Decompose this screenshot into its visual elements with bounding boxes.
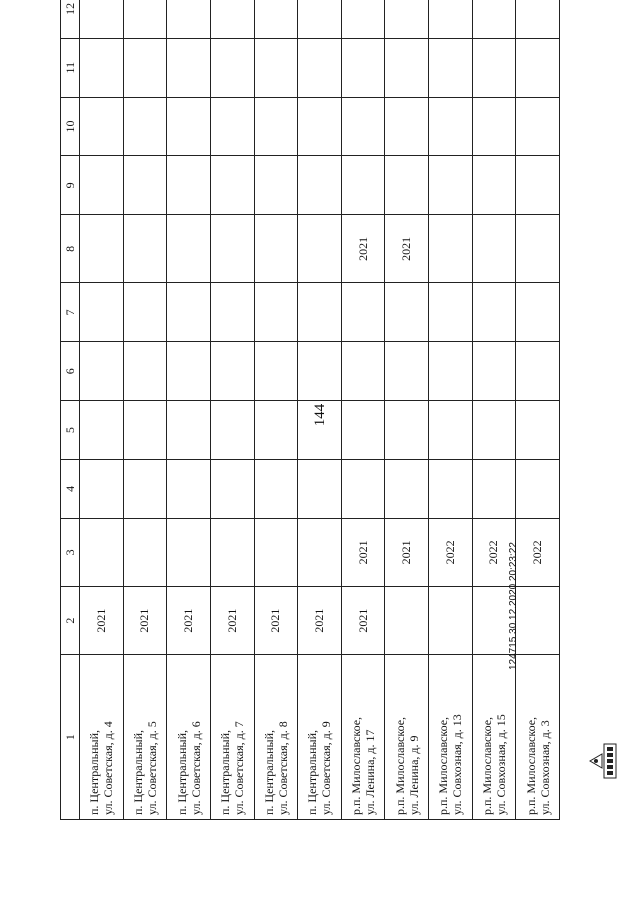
table-row (429, 0, 473, 820)
table-body (80, 0, 560, 820)
value-cell (210, 156, 254, 215)
table-row (298, 0, 342, 820)
value-cell (341, 459, 385, 518)
value-cell (167, 38, 211, 97)
address-line: ул. Ленина, д. 9 (406, 735, 421, 815)
address-cell (210, 655, 254, 820)
value-cell (472, 38, 516, 97)
value-cell (123, 215, 167, 283)
value-cell (472, 0, 516, 38)
value-cell (167, 401, 211, 460)
value-cell (254, 38, 298, 97)
value-cell (516, 97, 560, 156)
value-cell (123, 401, 167, 460)
value-cell (210, 283, 254, 342)
value-cell (210, 518, 254, 586)
table-row (516, 0, 560, 820)
value-cell: 2021 (298, 587, 342, 655)
value-cell (385, 156, 429, 215)
address-line: ул. Совхозная, д. 13 (450, 714, 465, 815)
value-cell (167, 97, 211, 156)
value-cell (167, 342, 211, 401)
value-cell (341, 156, 385, 215)
column-header: 1 (61, 655, 80, 820)
value-cell (167, 0, 211, 38)
address-line: ул. Советская, д. 4 (101, 721, 116, 815)
value-cell (298, 38, 342, 97)
table-row (385, 0, 429, 820)
address-line: ул. Советская, д. 9 (319, 721, 334, 815)
column-header: 4 (61, 459, 80, 518)
address-line: ул. Советская, д. 7 (232, 721, 247, 815)
column-header: 6 (61, 342, 80, 401)
table-row (254, 0, 298, 820)
table-row (210, 0, 254, 820)
value-cell (254, 0, 298, 38)
value-cell (385, 38, 429, 97)
value-cell (80, 342, 124, 401)
value-cell (341, 401, 385, 460)
column-header: 7 (61, 283, 80, 342)
address-cell (123, 655, 167, 820)
value-cell: 2021 (123, 587, 167, 655)
value-cell (167, 518, 211, 586)
address-cell (254, 655, 298, 820)
value-cell (429, 283, 473, 342)
value-cell (210, 0, 254, 38)
value-cell (254, 97, 298, 156)
value-cell (429, 0, 473, 38)
address-cell (385, 655, 429, 820)
value-cell (385, 0, 429, 38)
value-cell (385, 97, 429, 156)
value-cell (516, 459, 560, 518)
value-cell (516, 342, 560, 401)
value-cell (167, 156, 211, 215)
address-cell (80, 655, 124, 820)
value-cell (167, 215, 211, 283)
value-cell: 2021 (167, 587, 211, 655)
value-cell (429, 215, 473, 283)
value-cell (123, 0, 167, 38)
value-cell: 2021 (341, 587, 385, 655)
value-cell (254, 401, 298, 460)
register-table-wrapper (60, 0, 560, 820)
value-cell (210, 97, 254, 156)
table-row (472, 0, 516, 820)
register-table (60, 0, 560, 820)
header-row (61, 0, 80, 820)
value-cell: 2021 (254, 587, 298, 655)
value-cell (385, 342, 429, 401)
value-cell (80, 38, 124, 97)
value-cell (472, 97, 516, 156)
column-header: 3 (61, 518, 80, 586)
value-cell (385, 401, 429, 460)
value-cell (123, 342, 167, 401)
value-cell (123, 283, 167, 342)
address-line: р.п. Милославское, (436, 716, 451, 815)
column-header: 12 (61, 0, 80, 38)
value-cell (80, 0, 124, 38)
value-cell (472, 156, 516, 215)
value-cell (123, 459, 167, 518)
value-cell (429, 342, 473, 401)
value-cell (298, 156, 342, 215)
value-cell (123, 38, 167, 97)
value-cell: 2021 (385, 518, 429, 586)
value-cell (254, 215, 298, 283)
value-cell (516, 0, 560, 38)
address-line: р.п. Милославское, (523, 716, 538, 815)
table-row (341, 0, 385, 820)
address-line: р.п. Милославское, (479, 716, 494, 815)
value-cell (167, 283, 211, 342)
value-cell (472, 215, 516, 283)
value-cell (385, 283, 429, 342)
value-cell (254, 459, 298, 518)
value-cell (341, 342, 385, 401)
value-cell (80, 156, 124, 215)
address-cell (429, 655, 473, 820)
value-cell (210, 342, 254, 401)
value-cell (472, 283, 516, 342)
value-cell: 2021 (341, 518, 385, 586)
value-cell (298, 0, 342, 38)
value-cell (429, 459, 473, 518)
value-cell (298, 518, 342, 586)
address-line: ул. Ленина, д. 17 (363, 729, 378, 815)
value-cell (123, 156, 167, 215)
column-header: 10 (61, 97, 80, 156)
address-line: ул. Совхозная, д. 15 (493, 714, 508, 815)
address-line: п. Центральный, (174, 729, 189, 815)
value-cell (429, 97, 473, 156)
address-line: ул. Советская, д. 5 (144, 721, 159, 815)
value-cell (341, 97, 385, 156)
table-row (167, 0, 211, 820)
value-cell: 2021 (341, 215, 385, 283)
value-cell: 2022 (472, 518, 516, 586)
value-cell: 2022 (516, 518, 560, 586)
value-cell (472, 459, 516, 518)
value-cell (429, 587, 473, 655)
value-cell (298, 215, 342, 283)
value-cell (80, 283, 124, 342)
value-cell (254, 342, 298, 401)
value-cell (210, 401, 254, 460)
table-row (123, 0, 167, 820)
value-cell (429, 156, 473, 215)
address-line: ул. Советская, д. 8 (275, 721, 290, 815)
address-cell (298, 655, 342, 820)
value-cell (385, 459, 429, 518)
value-cell (254, 518, 298, 586)
value-cell (429, 38, 473, 97)
column-header: 5 (61, 401, 80, 460)
value-cell (254, 283, 298, 342)
page-number: 144 (312, 403, 328, 427)
value-cell (254, 156, 298, 215)
column-header: 11 (61, 38, 80, 97)
value-cell (341, 38, 385, 97)
value-cell (516, 283, 560, 342)
registry-seal-icon (582, 740, 624, 782)
value-cell: 2022 (429, 518, 473, 586)
value-cell (472, 401, 516, 460)
value-cell: 2021 (80, 587, 124, 655)
column-header: 2 (61, 587, 80, 655)
value-cell (472, 342, 516, 401)
value-cell (516, 401, 560, 460)
value-cell (516, 215, 560, 283)
address-line: р.п. Милославское, (349, 716, 364, 815)
value-cell (123, 97, 167, 156)
address-line: п. Центральный, (305, 729, 320, 815)
value-cell (210, 215, 254, 283)
value-cell (341, 283, 385, 342)
value-cell (516, 587, 560, 655)
address-line: ул. Советская, д. 6 (188, 721, 203, 815)
table-row (80, 0, 124, 820)
address-cell (516, 655, 560, 820)
column-header: 9 (61, 156, 80, 215)
value-cell (80, 518, 124, 586)
column-header: 8 (61, 215, 80, 283)
value-cell (298, 459, 342, 518)
value-cell (80, 97, 124, 156)
value-cell: 2021 (210, 587, 254, 655)
value-cell (385, 587, 429, 655)
value-cell (341, 0, 385, 38)
value-cell: 2021 (385, 215, 429, 283)
address-line: п. Центральный, (130, 729, 145, 815)
address-line: р.п. Милославское, (392, 716, 407, 815)
address-line: ул. Совхозная, д. 3 (537, 720, 552, 815)
value-cell (298, 401, 342, 460)
address-cell (472, 655, 516, 820)
value-cell (210, 459, 254, 518)
address-cell (167, 655, 211, 820)
value-cell (298, 97, 342, 156)
value-cell (167, 459, 211, 518)
value-cell (210, 38, 254, 97)
value-cell (298, 342, 342, 401)
value-cell (80, 401, 124, 460)
address-line: п. Центральный, (218, 729, 233, 815)
address-line: п. Центральный, (87, 729, 102, 815)
value-cell (516, 156, 560, 215)
value-cell (516, 38, 560, 97)
address-cell (341, 655, 385, 820)
registration-stamp: 124715 30.12.2020 20:23:22 (508, 542, 519, 670)
address-line: п. Центральный, (261, 729, 276, 815)
value-cell (298, 283, 342, 342)
value-cell (80, 215, 124, 283)
value-cell (429, 401, 473, 460)
value-cell (80, 459, 124, 518)
value-cell (123, 518, 167, 586)
